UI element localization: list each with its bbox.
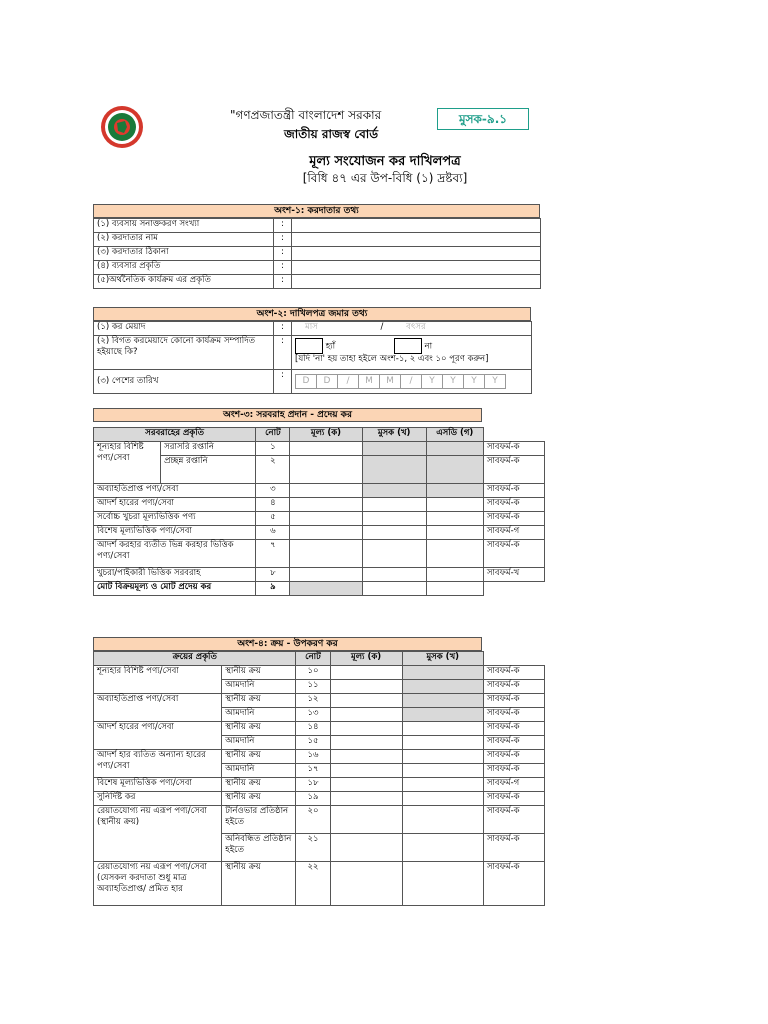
purchase-group-label: বিশেষ মূল্যভিত্তিক পণ্য/সেবা — [94, 778, 222, 792]
form-code-badge: মুসক-৯.১ — [437, 108, 529, 130]
note-header: নোট — [256, 428, 290, 442]
vat-input[interactable] — [362, 540, 426, 568]
vat-input[interactable] — [362, 512, 426, 526]
purchase-group-label: আদর্শ হার ব্যতিত অন্যান্য হারের পণ্য/সেবা — [94, 750, 222, 778]
subform-link[interactable]: সাবফর্ম-ক — [483, 666, 544, 680]
part1-section — [93, 204, 540, 289]
value-input[interactable] — [330, 834, 402, 862]
table-row: রেয়াতযোগ্য নয় এরূপ পণ্য/সেবা (যেসকল করদাতা শুধু মাত্র অব্যাহতিপ্রাপ্ত/ প্রমিত হার স্থানীয় ক্রয় ২২ সাবফর্ম-ক — [94, 862, 545, 906]
subform-link[interactable]: সাবফর্ম-ক — [483, 736, 544, 750]
business-nature-input[interactable] — [292, 261, 541, 275]
table-row: শূন্যহার বিশিষ্ট পণ্য/সেবা সরাসরি রপ্তানি ১ সাবফর্ম-ক — [94, 442, 545, 456]
subform-link[interactable]: সাবফর্ম-ক — [483, 512, 544, 526]
zero-rated-label: শূন্যহার বিশিষ্ট পণ্য/সেবা — [94, 442, 161, 484]
part3-title: অংশ-৩: সরবরাহ প্রদান - প্রদেয় কর — [93, 408, 482, 422]
table-row: অব্যাহতিপ্রাপ্ত পণ্য/সেবা ৩ সাবফর্ম-ক — [94, 484, 545, 498]
supply-nature-header: সরবরাহের প্রকৃতি — [94, 428, 256, 442]
value-input[interactable] — [330, 862, 402, 906]
vat-header: মুসক (খ) — [402, 652, 483, 666]
purchase-group-label: রেয়াতযোগ্য নয় এরূপ পণ্য/সেবা (স্থানীয় ক্রয়) — [94, 806, 222, 862]
table-row: শূন্যহার বিশিষ্ট পণ্য/সেবা স্থানীয় ক্রয় ১০ সাবফর্ম-ক — [94, 666, 545, 680]
vat-input[interactable] — [402, 722, 483, 736]
taxpayer-row: (৪) ব্যবসার প্রকৃতি : — [94, 261, 541, 275]
part2-title: অংশ-২: দাখিলপত্র জমার তথ্য — [93, 307, 531, 321]
field-label: (২) করদাতার নাম — [94, 233, 274, 247]
year-placeholder: বৎসর — [406, 322, 426, 332]
subform-link[interactable]: সাবফর্ম-ক — [483, 708, 544, 722]
bin-input[interactable] — [292, 219, 541, 233]
date-digit-box[interactable]: Y — [442, 374, 464, 389]
date-digit-box[interactable]: / — [337, 374, 359, 389]
subform-link[interactable]: সাবফর্ম-ক — [483, 834, 544, 862]
taxpayer-info-table — [93, 218, 541, 289]
subform-link[interactable]: সাবফর্ম-ক — [483, 806, 544, 834]
value-input[interactable] — [330, 792, 402, 806]
value-input[interactable] — [330, 680, 402, 694]
value-input[interactable] — [330, 736, 402, 750]
value-input[interactable] — [330, 666, 402, 680]
supply-label: আদর্শ করহার ব্যতীত ভিন্ন করহার ভিত্তিক পণ্য/সেবা — [94, 540, 256, 568]
board-name: জাতীয় রাজস্ব বোর্ড — [284, 127, 379, 141]
table-row: সুনির্দিষ্ট কর স্থানীয় ক্রয় ১৯ সাবফর্ম-ক — [94, 792, 545, 806]
government-seal-logo — [100, 105, 144, 149]
supply-table — [93, 427, 545, 596]
date-digit-box[interactable]: D — [295, 374, 317, 389]
value-input[interactable] — [330, 694, 402, 708]
total-sd-input[interactable] — [426, 582, 483, 596]
value-input[interactable] — [330, 722, 402, 736]
vat-input[interactable] — [402, 736, 483, 750]
yes-checkbox[interactable] — [295, 338, 323, 354]
sd-input[interactable] — [426, 512, 483, 526]
taxpayer-address-input[interactable] — [292, 247, 541, 261]
table-row: আমদানি ১৭ সাবফর্ম-ক — [94, 764, 545, 778]
part4-section — [93, 637, 545, 906]
value-input[interactable] — [290, 498, 362, 512]
subform-link[interactable]: সাবফর্ম-ক — [483, 456, 544, 484]
sd-input[interactable] — [426, 568, 483, 582]
subform-link[interactable]: সাবফর্ম-ক — [483, 442, 544, 456]
table-row: আমদানি ১৫ সাবফর্ম-ক — [94, 736, 545, 750]
subform-link[interactable]: সাবফর্ম-ক — [483, 680, 544, 694]
vat-input[interactable] — [362, 568, 426, 582]
subform-link[interactable]: সাবফর্ম-ক — [483, 694, 544, 708]
table-row: অব্যাহতিপ্রাপ্ত পণ্য/সেবা স্থানীয় ক্রয় ১২ সাবফর্ম-ক — [94, 694, 545, 708]
no-label: না — [424, 341, 433, 352]
sd-input[interactable] — [426, 498, 483, 512]
date-digit-box[interactable]: M — [358, 374, 380, 389]
table-row: আমদানি ১৩ সাবফর্ম-ক — [94, 708, 545, 722]
table-row: অনিবন্ধিত প্রতিষ্ঠান হইতে ২১ সাবফর্ম-ক — [94, 834, 545, 862]
value-input[interactable] — [290, 512, 362, 526]
month-placeholder: মাস — [305, 322, 318, 332]
purchase-nature-header: ক্রয়ের প্রকৃতি — [94, 652, 296, 666]
submission-date-input[interactable] — [292, 370, 532, 394]
purchase-table — [93, 651, 545, 906]
date-digit-box[interactable]: Y — [421, 374, 443, 389]
supply-label: অব্যাহতিপ্রাপ্ত পণ্য/সেবা — [94, 484, 256, 498]
value-input[interactable] — [330, 764, 402, 778]
field-label: (১) ব্যবসায় সনাক্তকরণ সংখ্যা — [94, 219, 274, 233]
table-row: খুচরা/পাইকারী ভিত্তিক সরবরাহ ৮ সাবফর্ম-খ — [94, 568, 545, 582]
direct-export-label: সরাসরি রপ্তানি — [161, 442, 256, 456]
table-row: আদর্শ হার ব্যতিত অন্যান্য হারের পণ্য/সেবা স্থানীয় ক্রয় ১৬ সাবফর্ম-ক — [94, 750, 545, 764]
value-header: মূল্য (ক) — [290, 428, 362, 442]
taxpayer-name-input[interactable] — [292, 233, 541, 247]
supply-label: খুচরা/পাইকারী ভিত্তিক সরবরাহ — [94, 568, 256, 582]
total-vat-input[interactable] — [362, 582, 426, 596]
economic-activity-input[interactable] — [292, 275, 541, 289]
date-digit-box[interactable]: D — [316, 374, 338, 389]
taxpayer-row: (৩) করদাতার ঠিকানা : — [94, 247, 541, 261]
form-rule-reference: [বিধি ৪৭ এর উপ-বিধি (১) দ্রষ্টব্য] — [302, 171, 468, 185]
submission-date-label: (৩) পেশের তারিখ — [94, 370, 274, 394]
vat-input[interactable] — [362, 526, 426, 540]
taxpayer-row: (১) ব্যবসায় সনাক্তকরণ সংখ্যা : — [94, 219, 541, 233]
purchase-group-label: সুনির্দিষ্ট কর — [94, 792, 222, 806]
vat-input[interactable] — [402, 792, 483, 806]
note-header: নোট — [296, 652, 330, 666]
field-label: (৩) করদাতার ঠিকানা — [94, 247, 274, 261]
value-input[interactable] — [330, 750, 402, 764]
value-input[interactable] — [290, 540, 362, 568]
subform-link[interactable]: সাবফর্ম-ক — [483, 862, 544, 906]
purchase-group-label: অব্যাহতিপ্রাপ্ত পণ্য/সেবা — [94, 694, 222, 722]
table-row: রেয়াতযোগ্য নয় এরূপ পণ্য/সেবা (স্থানীয় ক্রয়) টার্নওভার প্রতিষ্ঠান হইতে ২০ সাবফর্ম-ক — [94, 806, 545, 834]
subform-link[interactable]: সাবফর্ম-ক — [483, 792, 544, 806]
purchase-group-label: আদর্শ হারের পণ্য/সেবা — [94, 722, 222, 750]
total-label: মোট বিক্রয়মূল্য ও মোট প্রদেয় কর — [94, 582, 256, 596]
subform-link[interactable]: সাবফর্ম-ক — [483, 722, 544, 736]
table-row: আমদানি ১১ সাবফর্ম-ক — [94, 680, 545, 694]
value-input[interactable] — [290, 526, 362, 540]
tax-period-input[interactable]: মাস / বৎসর — [292, 322, 532, 336]
subform-link[interactable]: সাবফর্ম-খ — [483, 568, 544, 582]
subform-link[interactable]: সাবফর্ম-ক — [483, 764, 544, 778]
government-name: "গণপ্রজাতন্ত্রী বাংলাদেশ সরকার — [230, 108, 382, 122]
value-input[interactable] — [290, 568, 362, 582]
subform-link[interactable]: সাবফর্ম-গ — [483, 526, 544, 540]
value-input[interactable] — [330, 806, 402, 834]
field-label: (৪) ব্যবসার প্রকৃতি — [94, 261, 274, 275]
table-row: বিশেষ মূল্যভিত্তিক পণ্য/সেবা স্থানীয় ক্রয় ১৮ সাবফর্ম-গ — [94, 778, 545, 792]
tax-period-label: (১) কর মেয়াদ — [94, 322, 274, 336]
table-row: বিশেষ মূল্যভিত্তিক পণ্য/সেবা ৬ সাবফর্ম-গ — [94, 526, 545, 540]
activity-note: [যদি 'না' হয় তাহা হইলে অংশ-১, ২ এবং ১০ পূরণ করুন] — [295, 354, 489, 364]
subform-link[interactable]: সাবফর্ম-ক — [483, 498, 544, 512]
date-digit-box[interactable]: Y — [463, 374, 485, 389]
part3-section — [93, 408, 545, 596]
yes-label: হ্যাঁ — [325, 341, 336, 352]
form-title: মূল্য সংযোজন কর দাখিলপত্র — [309, 154, 461, 169]
sd-header: এসডি (গ) — [426, 428, 483, 442]
date-digit-box[interactable]: Y — [484, 374, 506, 389]
return-submission-table: (১) কর মেয়াদ : মাস / বৎসর (২) বিগত করমেয়াদে কোনো কার্যক্রম সম্পাদিত হইয়াছে কি? : হ্যাঁ না [যদি 'না' হয় তাহা হইলে অংশ-১, ২ এবং ১০ পূরণ করুন] (৩) পেশের তারিখ : D D / M M / Y Y Y Y — [93, 321, 532, 394]
value-header: মূল্য (ক) — [330, 652, 402, 666]
field-label: (৫)অর্থনৈতিক কার্যক্রম এর প্রকৃতি — [94, 275, 274, 289]
value-input[interactable] — [290, 484, 362, 498]
purchase-group-label: শূন্যহার বিশিষ্ট পণ্য/সেবা — [94, 666, 222, 694]
taxpayer-row: (২) করদাতার নাম : — [94, 233, 541, 247]
date-digit-box[interactable]: M — [379, 374, 401, 389]
vat-input[interactable] — [402, 764, 483, 778]
table-row: আদর্শ হারের পণ্য/সেবা ৪ সাবফর্ম-ক — [94, 498, 545, 512]
vat-input[interactable] — [402, 834, 483, 862]
vat-input[interactable] — [362, 498, 426, 512]
deemed-export-label: প্রচ্ছন্ন রপ্তানি — [161, 456, 256, 484]
activity-question-label: (২) বিগত করমেয়াদে কোনো কার্যক্রম সম্পাদিত হইয়াছে কি? — [94, 336, 274, 370]
vat-header: মুসক (খ) — [362, 428, 426, 442]
date-digit-box[interactable]: / — [400, 374, 422, 389]
part2-section — [93, 307, 531, 394]
taxpayer-row: (৫)অর্থনৈতিক কার্যক্রম এর প্রকৃতি : — [94, 275, 541, 289]
value-input[interactable] — [330, 778, 402, 792]
value-input[interactable] — [290, 442, 362, 456]
subform-link[interactable]: সাবফর্ম-গ — [483, 778, 544, 792]
subform-link[interactable]: সাবফর্ম-ক — [483, 750, 544, 764]
vat-input[interactable] — [402, 862, 483, 906]
sd-input[interactable] — [426, 540, 483, 568]
vat-input[interactable] — [402, 806, 483, 834]
value-input[interactable] — [330, 708, 402, 722]
vat-input[interactable] — [402, 750, 483, 764]
table-row: আদর্শ করহার ব্যতীত ভিন্ন করহার ভিত্তিক পণ্য/সেবা ৭ সাবফর্ম-ক — [94, 540, 545, 568]
total-row: মোট বিক্রয়মূল্য ও মোট প্রদেয় কর ৯ — [94, 582, 545, 596]
part4-title: অংশ-৪: ক্রয় - উপকরণ কর — [93, 637, 482, 651]
purchase-group-label: রেয়াতযোগ্য নয় এরূপ পণ্য/সেবা (যেসকল করদাতা শুধু মাত্র অব্যাহতিপ্রাপ্ত/ প্রমিত হার — [94, 862, 222, 906]
part1-title: অংশ-১: করদাতার তথ্য — [93, 204, 540, 218]
value-input[interactable] — [290, 456, 362, 484]
supply-label: সর্বোচ্চ খুচরা মূল্যভিত্তিক পণ্য — [94, 512, 256, 526]
sd-input[interactable] — [426, 526, 483, 540]
subform-link[interactable]: সাবফর্ম-ক — [483, 540, 544, 568]
table-row: আদর্শ হারের পণ্য/সেবা স্থানীয় ক্রয় ১৪ সাবফর্ম-ক — [94, 722, 545, 736]
no-checkbox[interactable] — [394, 338, 422, 354]
table-row: প্রচ্ছন্ন রপ্তানি ২ সাবফর্ম-ক — [94, 456, 545, 484]
supply-label: বিশেষ মূল্যভিত্তিক পণ্য/সেবা — [94, 526, 256, 540]
date-boxes — [295, 376, 505, 386]
vat-input[interactable] — [402, 778, 483, 792]
table-row: সর্বোচ্চ খুচরা মূল্যভিত্তিক পণ্য ৫ সাবফর্ম-ক — [94, 512, 545, 526]
subform-link[interactable]: সাবফর্ম-ক — [483, 484, 544, 498]
supply-label: আদর্শ হারের পণ্য/সেবা — [94, 498, 256, 512]
